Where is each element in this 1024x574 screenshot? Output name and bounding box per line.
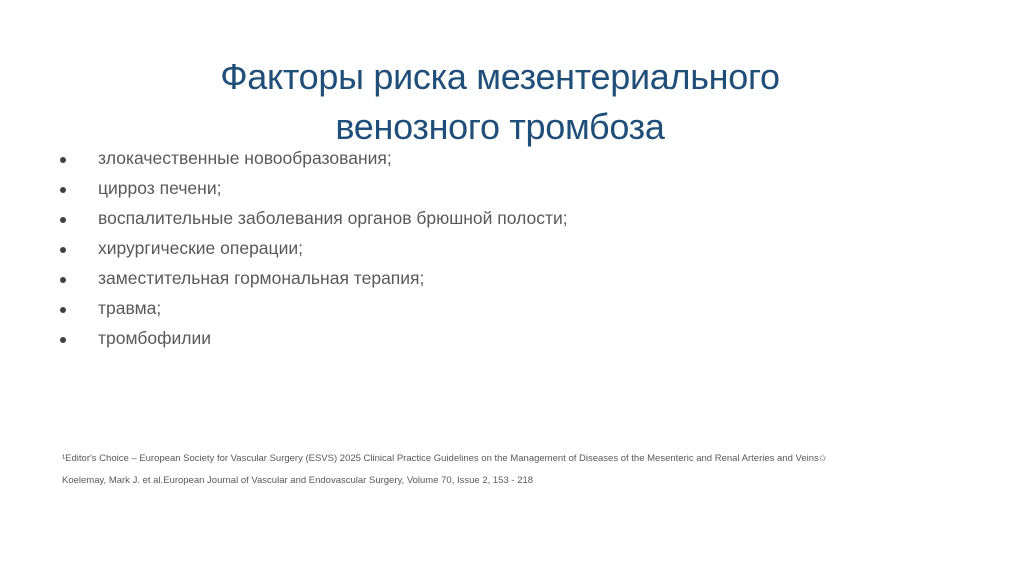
list-item-text: хирургические операции;	[98, 238, 303, 258]
reference-guideline: ¹Editor's Choice – European Society for Vascular Surgery (ESVS) 2025 Clinical Practice Guidelines on the Management of Diseases of the Mesenteric and Renal Arteries and Veins✩	[62, 453, 827, 464]
list-item	[58, 293, 568, 323]
bullet-icon	[60, 187, 66, 193]
bullet-icon	[60, 217, 66, 223]
list-item-text: цирроз печени;	[98, 178, 222, 198]
list-item-text: тромбофилии	[98, 328, 212, 348]
bullet-icon	[60, 157, 66, 163]
bullet-icon	[60, 247, 66, 253]
title-line-1: Факторы риска мезентериального	[220, 56, 780, 98]
list-item	[58, 143, 568, 173]
list-item	[58, 323, 568, 353]
bullet-icon	[60, 337, 66, 343]
slide-title	[120, 52, 880, 152]
list-item-text: злокачественные новообразования;	[98, 148, 392, 168]
list-item	[58, 233, 568, 263]
list-item	[58, 203, 568, 233]
list-item	[58, 173, 568, 203]
list-item	[58, 263, 568, 293]
list-item-text: травма;	[98, 298, 162, 318]
bullet-icon	[60, 277, 66, 283]
list-item-text: воспалительные заболевания органов брюшной полости;	[98, 208, 568, 228]
bullet-icon	[60, 307, 66, 313]
references	[62, 452, 827, 496]
reference-citation: Koelemay, Mark J. et al.European Journal of Vascular and Endovascular Surgery, Volume 70, Issue 2, 153 - 218	[62, 475, 534, 486]
title-line-2: венозного тромбоза	[335, 106, 665, 148]
list-item-text: заместительная гормональная терапия;	[98, 268, 425, 288]
risk-factor-list	[58, 143, 568, 353]
